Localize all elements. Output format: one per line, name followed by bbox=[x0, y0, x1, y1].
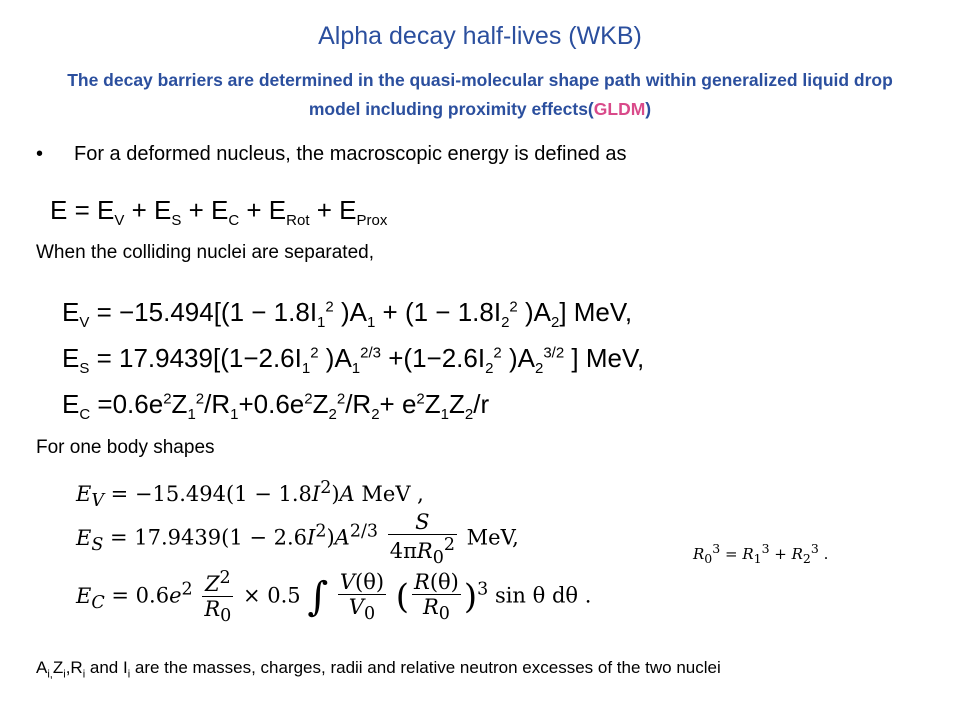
radius-relation-equation: $R_0^3 = R_1^3 + R_2^3$ . bbox=[693, 541, 829, 566]
bullet-text: For a deformed nucleus, the macroscopic energy is defined as bbox=[74, 143, 627, 165]
volume-energy-equation: $E_V = -15.494[(1 - 1.8I_1^2$ )$A_1 + (1 - 1.8I_2^2$ )$A_2$] MeV, bbox=[62, 297, 633, 332]
one-body-volume-equation: $E_V = -15.494(1 - 1.8I^2)A$ MeV , bbox=[76, 478, 424, 512]
one-body-coulomb-equation: $E_C = 0.6e^2$ $\frac{Z^2}{R_0}$ × 0.5 ∫ $\frac{V(\theta)}{V_0}$ ( $\frac{R(\theta)}{R_0}$ )$^3$ sin θ dθ . bbox=[76, 568, 592, 627]
one-body-surface-equation: $E_S = 17.9439(1 - 2.6I^2)A^{2/3}$ $\frac{S}{4\pi R_0^2}$ MeV, bbox=[76, 510, 519, 569]
total-energy-equation: $E = E_V + E_S + E_C + E_{Rot} + E_{Prox}$ bbox=[50, 195, 388, 230]
gldm-label: GLDM bbox=[593, 99, 646, 119]
footer-note: $A_{i,}Z_i,R_i$ and $I_i$ are the masses, charges, radii and relative neutron excesses of the two nuclei bbox=[36, 658, 721, 681]
coulomb-energy-equation: $E_C =0.6e^2Z_1^2/R_1+0.6e^2Z_2^2/R_2+ e^2Z_1Z_2/r$ bbox=[62, 389, 490, 424]
surface-energy-equation: $E_S = 17.9439[(1-2.6I_1^2$ )$A_1^{2/3} +(1-2.6I_2^2$ )$A_2^{3/2}$ ] MeV, bbox=[62, 343, 645, 378]
separated-text: When the colliding nuclei are separated, bbox=[36, 242, 374, 263]
footer-tail: are the masses, charges, radii and relative neutron excesses of the two nuclei bbox=[130, 658, 721, 677]
bullet-item bbox=[36, 143, 627, 166]
subtitle-text: The decay barriers are determined in the quasi-molecular shape path within generalized liquid drop model including proximity effects( bbox=[67, 70, 893, 119]
footer-mid: and I bbox=[85, 658, 128, 677]
es-tail: MeV, bbox=[466, 525, 519, 550]
slide-title: Alpha decay half-lives (WKB) bbox=[318, 22, 642, 50]
subtitle-close: ) bbox=[645, 99, 652, 119]
ev-tail: MeV , bbox=[361, 482, 424, 506]
one-body-text: For one body shapes bbox=[36, 437, 215, 458]
bullet-icon: • bbox=[36, 143, 44, 165]
slide-subtitle bbox=[60, 66, 900, 124]
